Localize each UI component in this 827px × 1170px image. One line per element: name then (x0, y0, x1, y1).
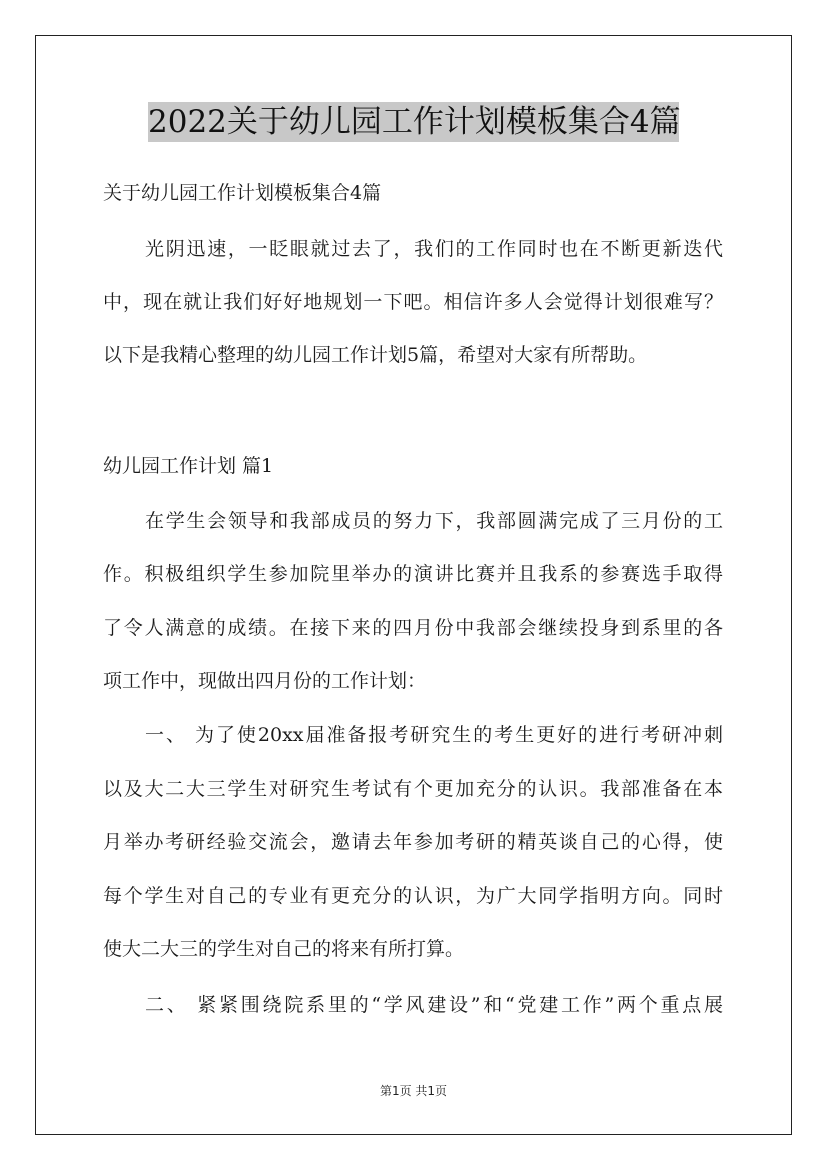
paragraph-line: 使大二大三的学生对自己的将来有所打算。 (103, 938, 465, 960)
document-title: 2022关于幼儿园工作计划模板集合4篇 (148, 104, 681, 140)
paragraph-line: 二、 紧紧围绕院系里的“学风建设”和“党建工作”两个重点展 (145, 994, 723, 1016)
paragraph-line: 月举办考研经验交流会，邀请去年参加考研的精英谈自己的心得，使 (103, 831, 723, 853)
paragraph-line: 作。积极组织学生参加院里举办的演讲比赛并且我系的参赛选手取得 (103, 563, 723, 585)
intro-line: 光阴迅速，一眨眼就过去了，我们的工作同时也在不断更新迭代 (145, 238, 723, 260)
paragraph-line: 以及大二大三学生对研究生考试有个更加充分的认识。我部准备在本 (103, 778, 723, 800)
paragraph-line: 了令人满意的成绩。在接下来的四月份中我部会继续投身到系里的各 (103, 617, 723, 639)
document-subtitle: 关于幼儿园工作计划模板集合4篇 (103, 182, 382, 204)
paragraph-line: 每个学生对自己的专业有更充分的认识，为广大同学指明方向。同时 (103, 885, 723, 907)
page-number: 第1页 共1页 (379, 1084, 448, 1098)
paragraph-line: 在学生会领导和我部成员的努力下，我部圆满完成了三月份的工 (145, 510, 723, 532)
section-heading: 幼儿园工作计划 篇1 (103, 455, 274, 477)
intro-line: 中，现在就让我们好好地规划一下吧。相信许多人会觉得计划很难写？ (103, 291, 723, 313)
intro-line: 以下是我精心整理的幼儿园工作计划5篇，希望对大家有所帮助。 (103, 344, 648, 366)
paragraph-line: 一、 为了使20xx届准备报考研究生的考生更好的进行考研冲刺 (145, 724, 723, 746)
paragraph-line: 项工作中，现做出四月份的工作计划： (103, 670, 427, 692)
